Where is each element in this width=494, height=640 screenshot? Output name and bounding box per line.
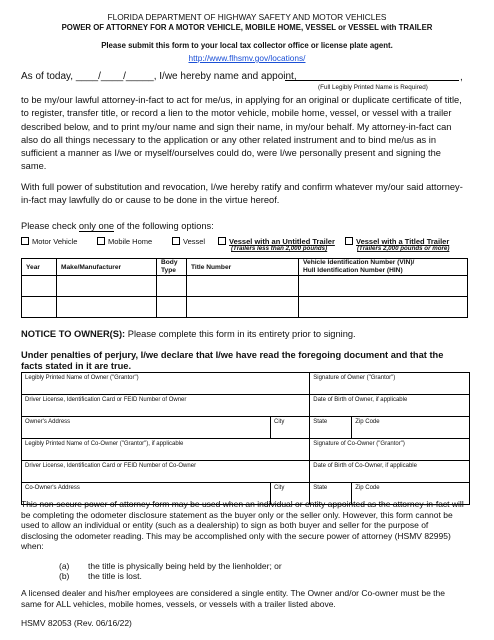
option-label: Mobile Home: [108, 237, 153, 246]
cell-make[interactable]: [57, 276, 157, 297]
option-motor-vehicle[interactable]: [21, 237, 77, 246]
appointment-line: As of today, ____/____/_____, I/we hereby name and appoint,: [21, 71, 297, 82]
submission-instruction: Please submit this form to your local tax collector office or license plate agent.: [101, 41, 393, 50]
cell-title[interactable]: [187, 276, 299, 297]
owner-signature-field[interactable]: Signature of Owner ("Grantor"): [310, 373, 470, 395]
comma: ,: [460, 72, 463, 83]
checkbox[interactable]: [345, 237, 353, 245]
cell-year[interactable]: [22, 297, 57, 318]
table-row[interactable]: [22, 276, 468, 297]
owner-address-field[interactable]: Owner's Address: [22, 417, 271, 439]
form-title: POWER OF ATTORNEY FOR A MOTOR VEHICLE, MOBILE HOME, VESSEL or VESSEL with TRAILER: [61, 23, 433, 32]
checkbox[interactable]: [21, 237, 29, 245]
col-title-number-label: Title Number: [191, 263, 232, 271]
col-year: Year: [22, 259, 57, 276]
option-sub-titled: (Trailers 2,000 pounds or more): [357, 245, 450, 252]
date-blank[interactable]: ____/____/_____: [75, 71, 154, 82]
condition-b: [59, 571, 142, 581]
perjury-statement: Under penalties of perjury, I/we declare that I/we have read the foregoing document and that the facts stated in it are true.: [21, 350, 444, 371]
checkbox[interactable]: [218, 237, 226, 245]
checkbox[interactable]: [97, 237, 105, 245]
vehicle-table-header: [22, 259, 468, 276]
coowner-address-field[interactable]: Co-Owner's Address: [22, 483, 271, 505]
condition-marker: (a): [59, 561, 70, 571]
locations-link[interactable]: http://www.flhsmv.gov/locations/: [188, 53, 306, 63]
col-vin-label: Vehicle Identification Number (VIN)/: [303, 259, 415, 266]
odometer-paragraph: This non-secure power of attorney form may be used when an individual or entity appointed as the attorney-in-fact will be completing the odometer disclosure statement as the buyer only or the seller only. However, this form cannot be used to allow an individual or entity (such as a dealership) to sign as both buyer and seller for the purpose of disclosing the odometer reading. This may be accomplished only with the secure power of attorney (HSMV 82995) when:: [21, 499, 464, 552]
checkbox[interactable]: [172, 237, 180, 245]
condition-a: [59, 561, 282, 571]
col-hin-label: Hull Identification Number (HIN): [303, 267, 403, 274]
coowner-zip-field[interactable]: Zip Code: [352, 483, 470, 505]
prompt-before: Please check: [21, 221, 79, 231]
coowner-city-field[interactable]: City: [271, 483, 310, 505]
coowner-state-field[interactable]: State: [310, 483, 352, 505]
owner-zip-field[interactable]: Zip Code: [352, 417, 470, 439]
cell-body[interactable]: [157, 276, 187, 297]
cell-vin[interactable]: [299, 276, 468, 297]
col-vin-hin: [299, 259, 468, 276]
as-of-label: As of today,: [21, 71, 74, 82]
owner-dob-field[interactable]: Date of Birth of Owner, if applicable: [310, 395, 470, 417]
option-vessel[interactable]: [172, 237, 205, 246]
vehicle-table: [21, 258, 468, 318]
attorney-name-field[interactable]: [285, 80, 459, 81]
table-row[interactable]: [22, 297, 468, 318]
coowner-signature-field[interactable]: Signature of Co-Owner ("Grantor"): [310, 439, 470, 461]
coowner-dl-field[interactable]: Driver License, Identification Card or FEID Number of Co-Owner: [22, 461, 310, 483]
option-mobile-home[interactable]: [97, 237, 152, 246]
coowner-dob-field[interactable]: Date of Birth of Co-Owner, if applicable: [310, 461, 470, 483]
prompt-after: of the following options:: [114, 221, 214, 231]
owner-fields-table: [21, 372, 470, 505]
name-caption: (Full Legibly Printed Name is Required): [318, 84, 428, 91]
appoint-label: I/we hereby name and appoint,: [159, 71, 297, 82]
cell-year[interactable]: [22, 276, 57, 297]
owner-state-field[interactable]: State: [310, 417, 352, 439]
ratify-paragraph: With full power of substitution and revocation, I/we hereby ratify and confirm whatever my/our said attorney-in-fact may lawfully do or cause to be done in the virtue hereof.: [21, 182, 463, 206]
locations-link-wrap: [0, 53, 494, 63]
authority-paragraph: to be my/our lawful attorney-in-fact to act for me/us, in applying for an original or duplicate certificate of title, to register, transfer title, or record a lien to the motor vehicle, mobile home, vessel, or vessel with a trailer described below, and to print my/our name and sign their name, in my/our behalf. My attorney-in-fact can also do all things necessary to the application or any other related instrument and to bind me/us as in sufficient a manner as I/we or myself/ourselves could do, were I/we personally present and signing the same.: [21, 95, 462, 172]
option-label: Vessel with a Titled Trailer: [356, 237, 450, 246]
owner-dl-field[interactable]: Driver License, Identification Card or FEID Number of Owner: [22, 395, 310, 417]
cell-vin[interactable]: [299, 297, 468, 318]
agency-name: FLORIDA DEPARTMENT OF HIGHWAY SAFETY AND MOTOR VEHICLES: [107, 12, 387, 22]
condition-marker: (b): [59, 571, 70, 581]
option-sub-untitled: (Trailers less than 2,000 pounds): [231, 245, 328, 252]
col-make: Make/Manufacturer: [57, 259, 157, 276]
option-label: Motor Vehicle: [32, 237, 78, 246]
cell-title[interactable]: [187, 297, 299, 318]
cell-make[interactable]: [57, 297, 157, 318]
notice-label: NOTICE TO OWNER(S):: [21, 329, 126, 339]
condition-text: the title is physically being held by the lienholder; or: [88, 561, 282, 571]
prompt-only-one: only one: [78, 221, 115, 231]
options-prompt: [21, 221, 214, 232]
col-title-number: [187, 259, 299, 276]
dealer-paragraph: A licensed dealer and his/her employees are considered a single entity. The Owner and/or Co-owner must be the same for ALL vehicles, mobile homes, vessels, or vessels with a trailer listed above.: [21, 588, 445, 609]
notice-text: Please complete this form in its entirety prior to signing.: [127, 329, 356, 339]
col-body-type: Body Type: [157, 259, 187, 276]
notice-line: [21, 329, 356, 339]
option-label: Vessel with an Untitled Trailer: [229, 237, 335, 246]
cell-body[interactable]: [157, 297, 187, 318]
form-number: HSMV 82053 (Rev. 06/16/22): [21, 618, 132, 628]
owner-city-field[interactable]: City: [271, 417, 310, 439]
owner-name-field[interactable]: Legibly Printed Name of Owner ("Grantor"): [22, 373, 310, 395]
coowner-name-field[interactable]: Legibly Printed Name of Co-Owner ("Grantor"), if applicable: [22, 439, 310, 461]
condition-text: the title is lost.: [88, 571, 142, 581]
option-label: Vessel: [183, 237, 206, 246]
